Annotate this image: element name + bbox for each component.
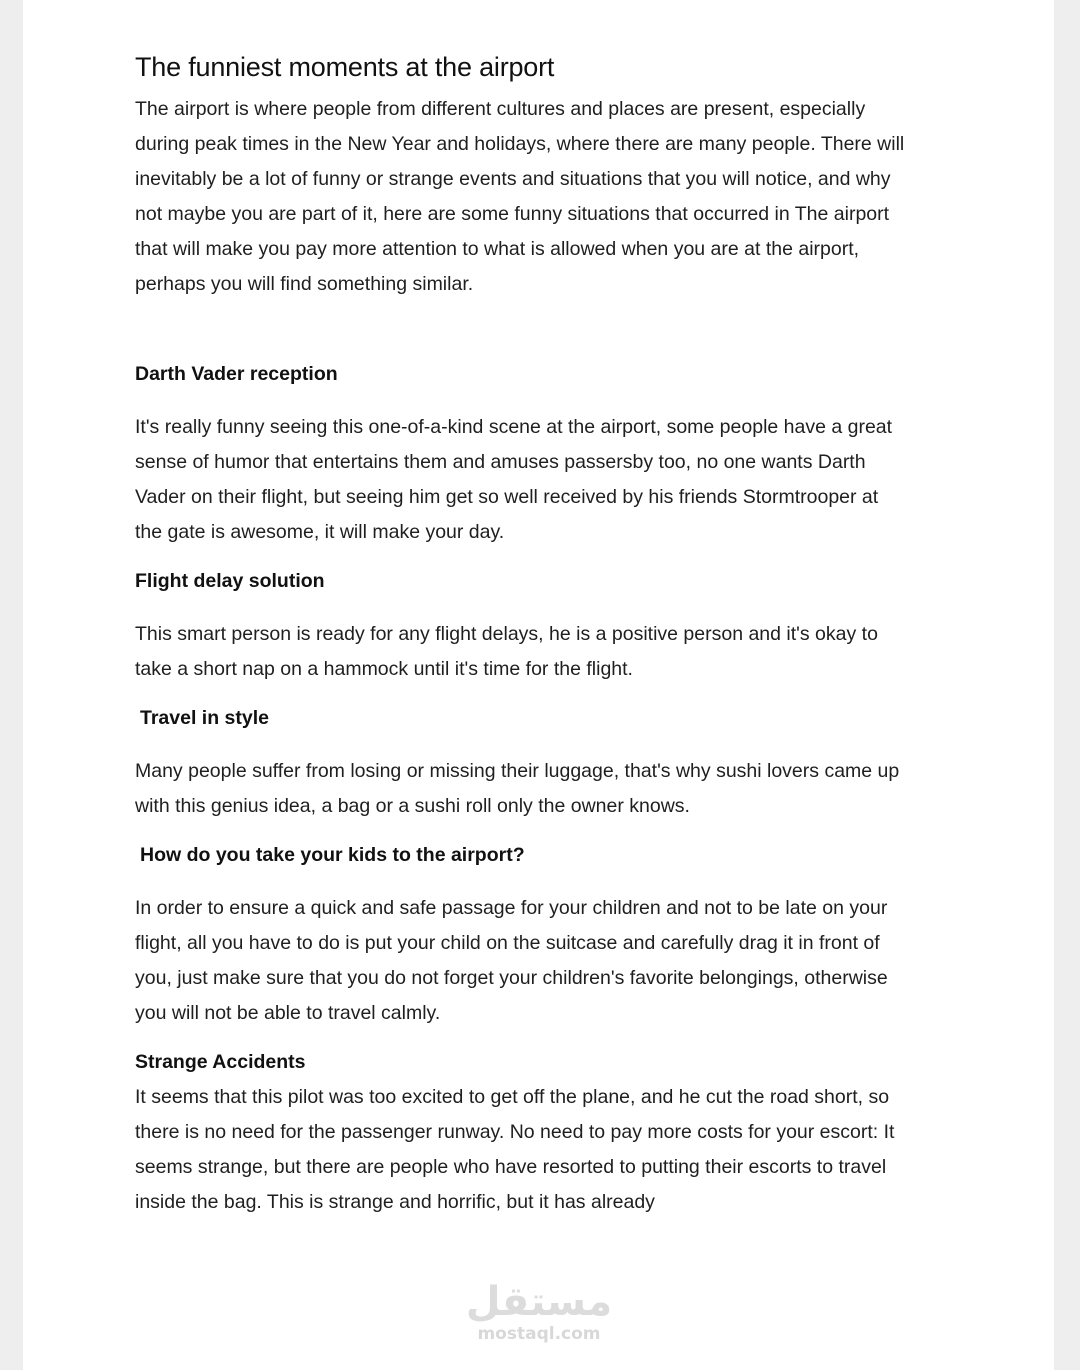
section-heading-flight-delay: Flight delay solution bbox=[135, 570, 325, 592]
section-body-travel-style: Many people suffer from losing or missing their luggage, that's why sushi lovers came up with this genius idea, a bag or a sushi roll only the owner knows. bbox=[135, 760, 900, 817]
section-heading-kids: How do you take your kids to the airport? bbox=[140, 844, 525, 866]
document-title: The funniest moments at the airport bbox=[135, 52, 555, 82]
section-heading-darth-vader: Darth Vader reception bbox=[135, 363, 338, 385]
section-heading-strange-accidents: Strange Accidents bbox=[135, 1051, 306, 1073]
watermark bbox=[0, 1280, 1080, 1344]
section-body-darth-vader: It's really funny seeing this one-of-a-kind scene at the airport, some people have a great sense of humor that entertains them and amuses passersby too, no one wants Darth Vader on their flight, but seeing him get so well received by his friends Stormtrooper at the gate is awesome, it will make your day. bbox=[135, 416, 893, 543]
section-body-kids: In order to ensure a quick and safe passage for your children and not to be late on your flight, all you have to do is put your child on the suitcase and carefully drag it in front of you, just make sure that you do not forget your children's favorite belongings, otherwise you will not be able to travel calmly. bbox=[135, 897, 888, 1024]
watermark-logo: مستقل bbox=[465, 1279, 613, 1325]
watermark-url: mostaql.com bbox=[477, 1324, 601, 1344]
document-page bbox=[23, 0, 1054, 1370]
section-body-flight-delay: This smart person is ready for any flight delays, he is a positive person and it's okay to take a short nap on a hammock until it's time for the flight. bbox=[135, 623, 878, 680]
section-body-strange-accidents: It seems that this pilot was too excited to get off the plane, and he cut the road short, so there is no need for the passenger runway. No need to pay more costs for your escort: It seems strange, but there are people who have resorted to putting their escorts to travel inside the bag. This is strange and horrific, but it has already bbox=[135, 1086, 895, 1213]
document-content bbox=[135, 48, 905, 1220]
section-heading-travel-style: Travel in style bbox=[140, 707, 269, 729]
intro-paragraph: The airport is where people from different cultures and places are present, especially during peak times in the New Year and holidays, where there are many people. There will inevitably be a lot of funny or strange events and situations that you will notice, and why not maybe you are part of it, here are some funny situations that occurred in The airport that will make you pay more attention to what is allowed when you are at the airport, perhaps you will find something similar. bbox=[135, 98, 905, 295]
